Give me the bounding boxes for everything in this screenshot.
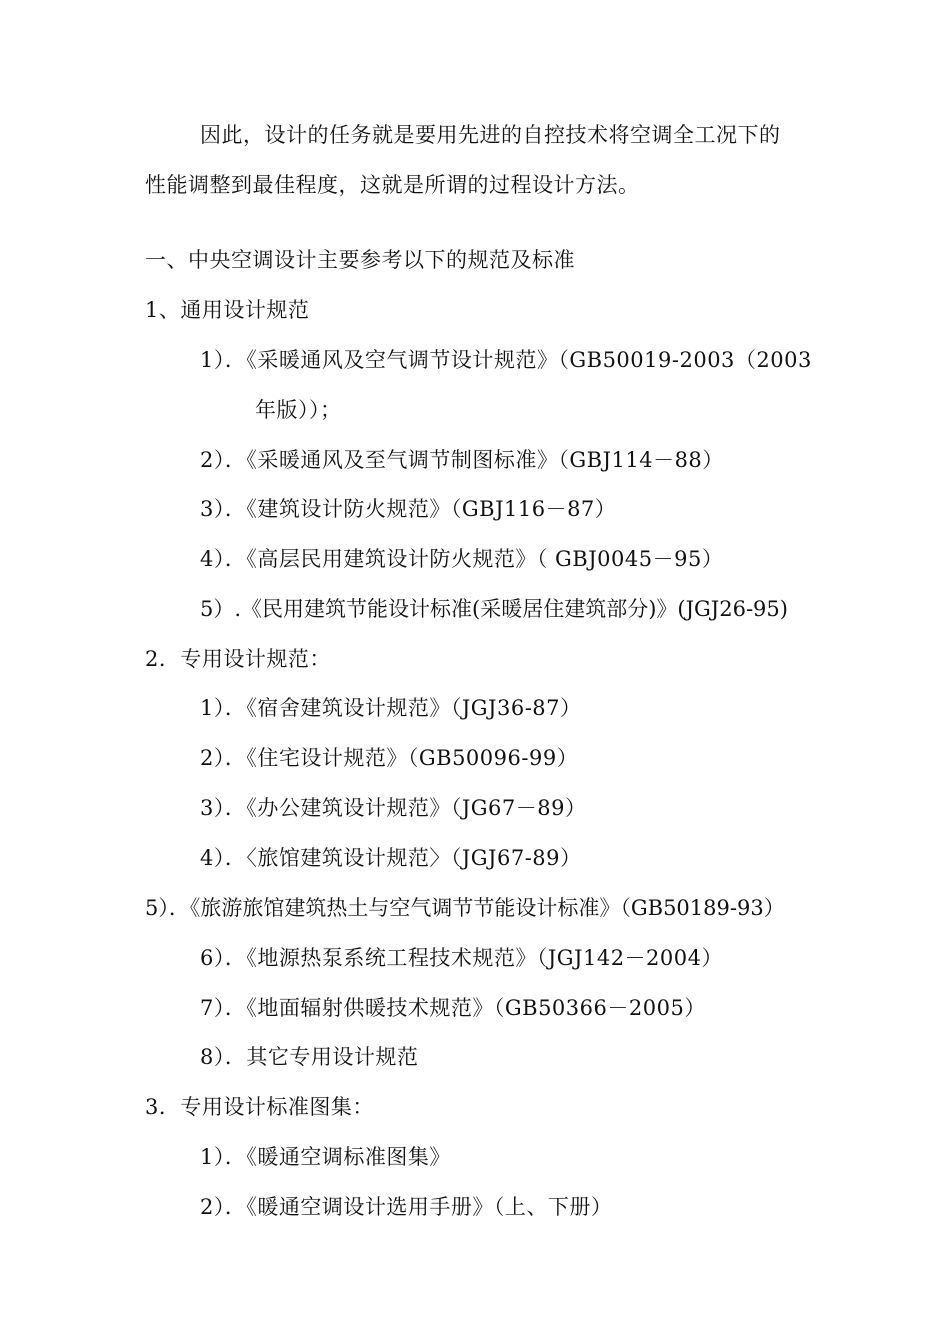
group2-item-6: 6）．《地源热泵系统工程技术规范》（JGJ142－2004） bbox=[200, 946, 723, 970]
group1-item-1: 1）．《采暖通风及空气调节设计规范》（GB50019-2003（2003 bbox=[200, 348, 812, 372]
group2-item-3: 3）．《办公建筑设计规范》（JG67－89） bbox=[200, 796, 587, 820]
group1-item-5: 5）.《民用建筑节能设计标准(采暖居住建筑部分)》(JGJ26-95) bbox=[200, 597, 788, 621]
group2-item-2: 2）．《住宅设计规范》（GB50096-99） bbox=[200, 746, 579, 770]
group1-heading: 1、通用设计规范 bbox=[145, 298, 310, 322]
group2-item-7: 7）．《地面辐射供暖技术规范》（GB50366－2005） bbox=[200, 996, 706, 1020]
group2-heading: 2．专用设计规范： bbox=[145, 647, 331, 671]
intro-line-1: 因此，设计的任务就是要用先进的自控技术将空调全工况下的 bbox=[200, 123, 781, 147]
group3-item-2: 2）．《暖通空调设计选用手册》（上、下册） bbox=[200, 1195, 613, 1219]
intro-line-2: 性能调整到最佳程度，这就是所谓的过程设计方法。 bbox=[145, 173, 640, 197]
group1-item-1-continuation: 年版））； bbox=[255, 398, 342, 422]
group3-heading: 3．专用设计标准图集： bbox=[145, 1095, 374, 1119]
group2-item-1: 1）．《宿舍建筑设计规范》（JGJ36-87） bbox=[200, 696, 582, 720]
group1-item-3: 3）．《建筑设计防火规范》（GBJ116－87） bbox=[200, 497, 617, 521]
group2-item-8: 8）．其它专用设计规范 bbox=[200, 1045, 419, 1069]
group1-item-4: 4）．《高层民用建筑设计防火规范》（ GBJ0045－95） bbox=[200, 547, 724, 571]
group2-item-5: 5）．《旅游旅馆建筑热土与空气调节节能设计标准》（GB50189-93） bbox=[145, 896, 785, 920]
group2-item-4: 4）．〈旅馆建筑设计规范〉（JGJ67-89） bbox=[200, 846, 582, 870]
group3-item-1: 1）．《暖通空调标准图集》 bbox=[200, 1145, 451, 1169]
group1-item-2: 2）．《采暖通风及至气调节制图标准》（GBJ114－88） bbox=[200, 448, 724, 472]
section-heading: 一、中央空调设计主要参考以下的规范及标准 bbox=[145, 248, 575, 272]
